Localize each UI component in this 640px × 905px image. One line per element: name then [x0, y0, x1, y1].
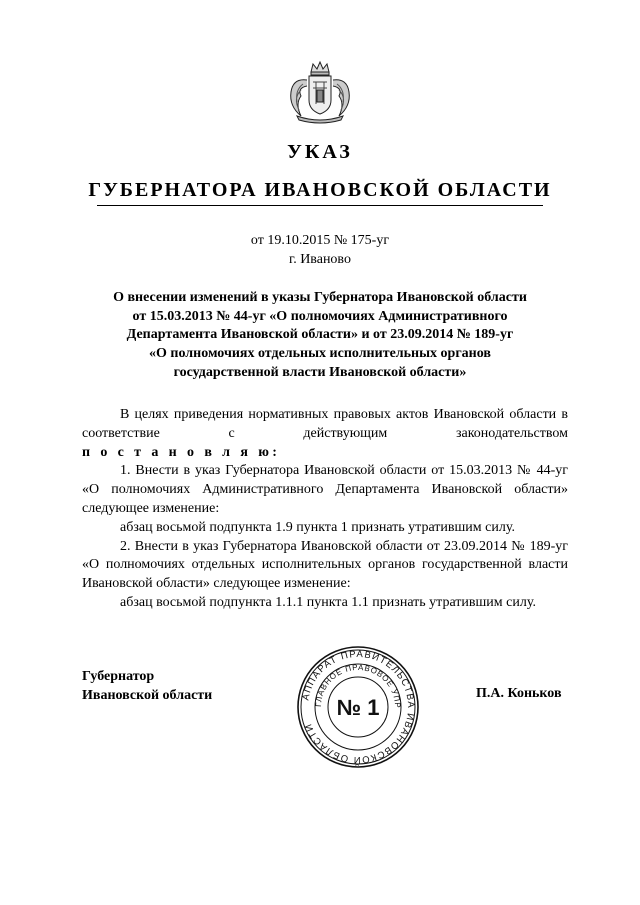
heading-line: О внесении изменений в указы Губернатора Ивановской области — [113, 290, 527, 305]
stamp-outer-text: АППАРАТ ПРАВИТЕЛЬСТВА ИВАНОВСКОЙ ОБЛАСТИ — [300, 648, 417, 766]
heading-line: Департамента Ивановской области» и от 23.09.2014 № 189-уг — [126, 327, 514, 343]
document-subtitle: ГУБЕРНАТОРА ИВАНОВСКОЙ ОБЛАСТИ — [88, 179, 552, 201]
stamp-inner-text: ГЛАВНОЕ ПРАВОВОЕ УПР — [313, 662, 403, 709]
item-1-change: абзац восьмой подпункта 1.9 пункта 1 признать утратившим силу. — [120, 519, 515, 535]
item-1-paragraph: 1. Внести в указ Губернатора Ивановской области от 15.03.2013 № 44-уг «О полномочиях Административного Департамента Ивановской области» следующее изменение: — [82, 463, 568, 516]
coat-of-arms-emblem — [283, 60, 357, 124]
decree-body — [82, 406, 568, 613]
intro-paragraph: В целях приведения нормативных правовых актов Ивановской области в соответствие с действующим законодательством — [82, 407, 568, 441]
position-line: Губернатор — [82, 669, 155, 684]
heading-line: государственной власти Ивановской области» — [173, 364, 467, 380]
position-line: Ивановской области — [82, 687, 213, 703]
subtitle-underline — [97, 205, 543, 206]
stamp-number: № 1 — [336, 695, 380, 720]
signatory-position — [82, 668, 212, 705]
official-stamp — [296, 645, 420, 769]
decree-heading — [90, 289, 550, 383]
decree-word: п о с т а н о в л я ю: — [82, 444, 281, 460]
date-number-line: от 19.10.2015 № 175-уг — [250, 233, 390, 248]
heading-line: от 15.03.2013 № 44-уг «О полномочиях Административного — [132, 308, 508, 324]
item-2-paragraph: 2. Внести в указ Губернатора Ивановской области от 23.09.2014 № 189-уг «О полномочиях отдельных исполнительных органов государственной власти Ивановской области» следующее изменение: — [82, 538, 568, 592]
item-2-change: абзац восьмой подпункта 1.1.1 пункта 1.1 признать утратившим силу. — [120, 594, 536, 610]
city-line: г. Иваново — [289, 252, 351, 267]
document-title: УКАЗ — [287, 141, 353, 163]
heading-line: «О полномочиях отдельных исполнительных органов — [149, 346, 491, 362]
signatory-name: П.А. Коньков — [476, 686, 562, 701]
